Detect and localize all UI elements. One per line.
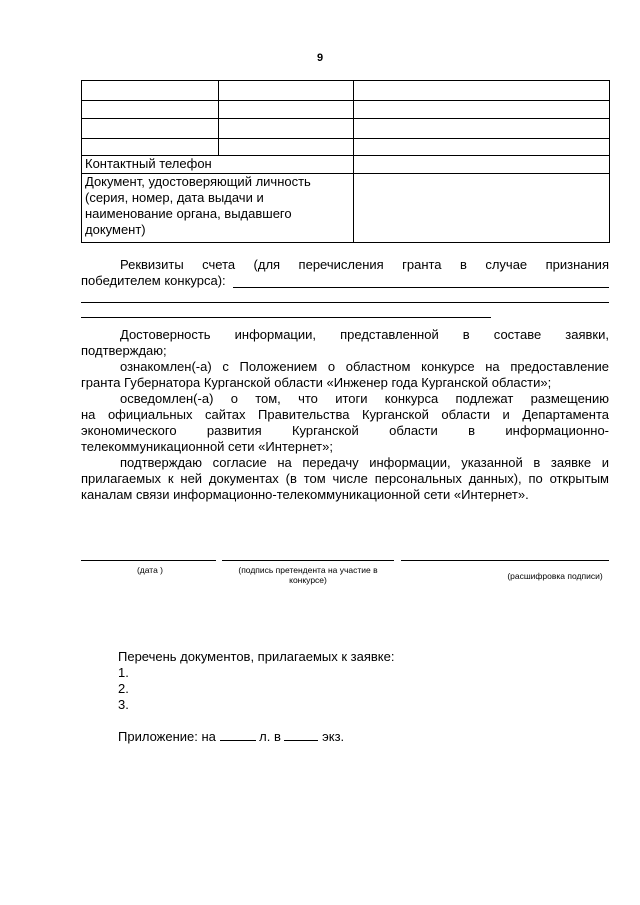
account-details-line1: Реквизиты счета (для перечисления гранта в случае признания [120,257,609,272]
table-cell[interactable] [219,119,354,139]
attachment-prefix: Приложение: на [118,729,216,744]
statement-3-line4: телекоммуникационной сети «Интернет»; [81,439,333,454]
table-cell[interactable] [219,101,354,119]
statement-3-line3: экономического развития Курганской области в информационно- [81,423,609,438]
statement-4-line3: каналам связи информационно-телекоммуникационной сети «Интернет». [81,487,529,502]
statement-4-line1: подтверждаю согласие на передачу информации, указанной в заявке и [120,455,609,470]
page-number: 9 [316,52,324,64]
id-document-field[interactable] [354,174,610,243]
attachment-copies-field[interactable] [284,728,318,741]
table-cell[interactable] [82,119,219,139]
contact-phone-field[interactable] [354,156,610,174]
attachment-line [118,728,344,745]
signature-label: (подпись претендента на участие в конкурсе) [238,565,378,585]
table-cell[interactable] [82,139,219,156]
statement-1-line2: подтверждаю; [81,343,167,358]
documents-list-item-3: 3. [118,697,129,712]
account-details-line-2-field[interactable] [81,302,609,303]
table-cell[interactable] [354,119,610,139]
table-row [82,81,610,101]
table-cell[interactable] [354,139,610,156]
applicant-info-table [81,80,610,243]
table-row [82,139,610,156]
date-label: (дата ) [136,565,164,575]
signature-decode-field[interactable] [401,560,609,561]
statement-3-line2: на официальных сайтах Правительства Курганской области и Департамента [81,407,609,422]
table-row [82,101,610,119]
documents-list-item-1: 1. [118,665,129,680]
id-document-label: Документ, удостоверяющий личность (серия, номер, дата выдачи и наименование органа, выдавшего документ) [82,174,354,243]
date-field[interactable] [81,560,216,561]
documents-list-item-2: 2. [118,681,129,696]
table-cell[interactable] [219,139,354,156]
contact-phone-label: Контактный телефон [82,156,354,174]
attachment-suffix: экз. [322,729,345,744]
account-details-line2: победителем конкурса): [81,273,226,288]
table-cell[interactable] [82,101,219,119]
account-details-field[interactable] [233,287,609,288]
table-cell[interactable] [82,81,219,101]
table-row [82,119,610,139]
signature-field[interactable] [222,560,394,561]
table-cell[interactable] [354,81,610,101]
id-document-row [82,174,610,243]
documents-list-title: Перечень документов, прилагаемых к заявке: [118,649,395,664]
contact-phone-row [82,156,610,174]
statement-4-line2: прилагаемых к ней документах (в том числе персональных данных), по открытым [81,471,609,486]
table-cell[interactable] [354,101,610,119]
statement-2-line2: гранта Губернатора Курганской области «Инженер года Курганской области»; [81,375,552,390]
statement-2-line1: ознакомлен(-а) с Положением о областном конкурсе на предоставление [120,359,609,374]
table-cell[interactable] [219,81,354,101]
statement-1-line1: Достоверность информации, представленной в составе заявки, [120,327,609,342]
attachment-middle: л. в [259,729,281,744]
signature-decode-label: (расшифровка подписи) [507,571,603,581]
attachment-pages-field[interactable] [220,728,256,741]
account-details-line-3-field[interactable] [81,317,491,318]
statement-3-line1: осведомлен(-а) о том, что итоги конкурса подлежат размещению [120,391,609,406]
